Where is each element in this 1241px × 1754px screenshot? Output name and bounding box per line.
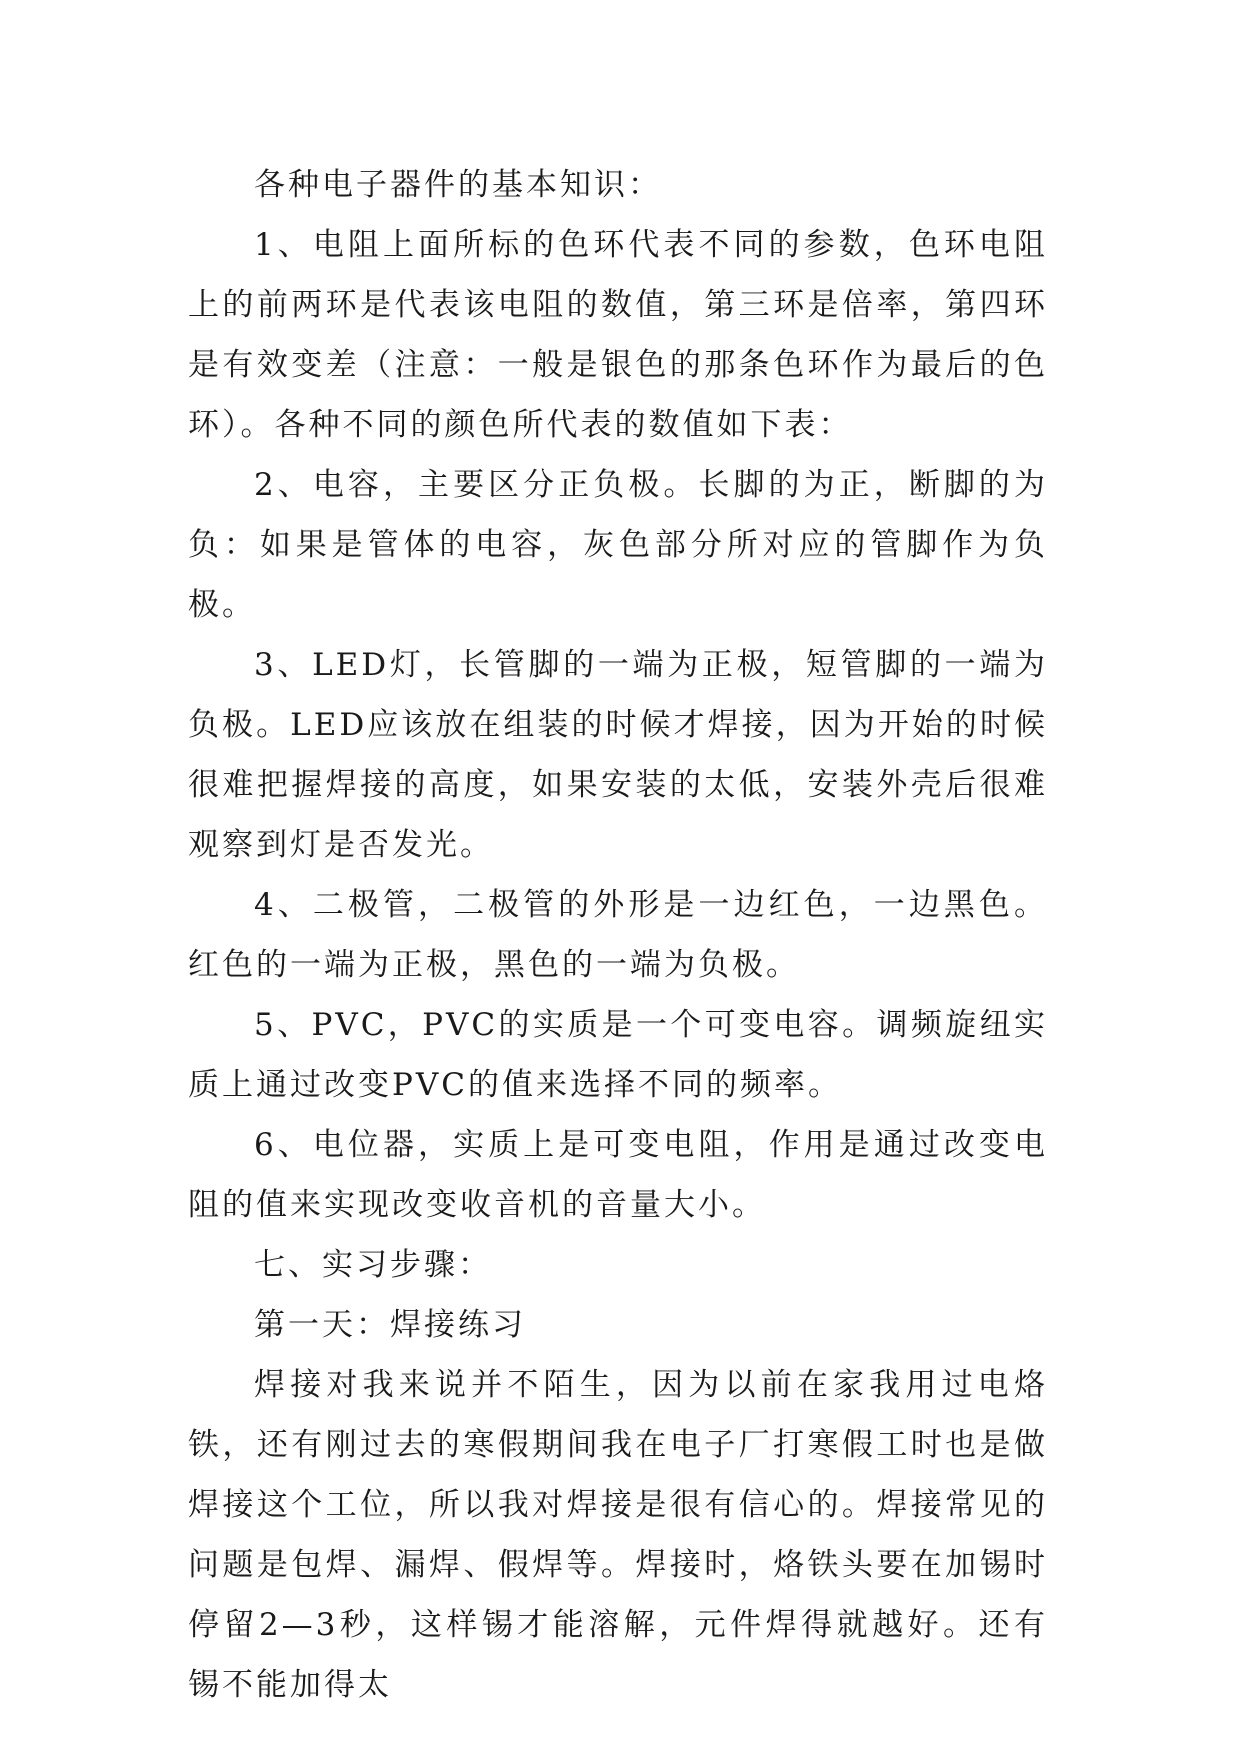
heading-basic-knowledge: 各种电子器件的基本知识：	[254, 167, 662, 203]
section-heading-practice-steps: 七、实习步骤：	[254, 1247, 492, 1283]
paragraph-resistor: 1、电阻上面所标的色环代表不同的参数，色环电阻上的前两环是代表该电阻的数值，第三环是倍率，第四环是有效变差（注意：一般是银色的那条色环作为最后的色环）。各种不同的颜色所代表的数值如下表：	[188, 227, 1048, 443]
document-body	[188, 155, 1048, 1715]
paragraph-pvc: 5、PVC，PVC的实质是一个可变电容。调频旋纽实质上通过改变PVC的值来选择不同的频率。	[188, 1007, 1048, 1103]
subheading-day-one: 第一天：焊接练习	[254, 1307, 526, 1343]
paragraph-diode: 4、二极管，二极管的外形是一边红色，一边黑色。红色的一端为正极，黑色的一端为负极。	[188, 887, 1048, 983]
paragraph-capacitor: 2、电容，主要区分正负极。长脚的为正，断脚的为负：如果是管体的电容，灰色部分所对应的管脚作为负极。	[188, 467, 1048, 623]
paragraph-potentiometer: 6、电位器，实质上是可变电阻，作用是通过改变电阻的值来实现改变收音机的音量大小。	[188, 1127, 1048, 1223]
paragraph-led: 3、LED灯，长管脚的一端为正极，短管脚的一端为负极。LED应该放在组装的时候才焊接，因为开始的时候很难把握焊接的高度，如果安装的太低，安装外壳后很难观察到灯是否发光。	[188, 647, 1048, 863]
paragraph-welding: 焊接对我来说并不陌生，因为以前在家我用过电烙铁，还有刚过去的寒假期间我在电子厂打寒假工时也是做焊接这个工位，所以我对焊接是很有信心的。焊接常见的问题是包焊、漏焊、假焊等。焊接时，烙铁头要在加锡时停留2—3秒，这样锡才能溶解，元件焊得就越好。还有锡不能加得太	[188, 1367, 1048, 1703]
